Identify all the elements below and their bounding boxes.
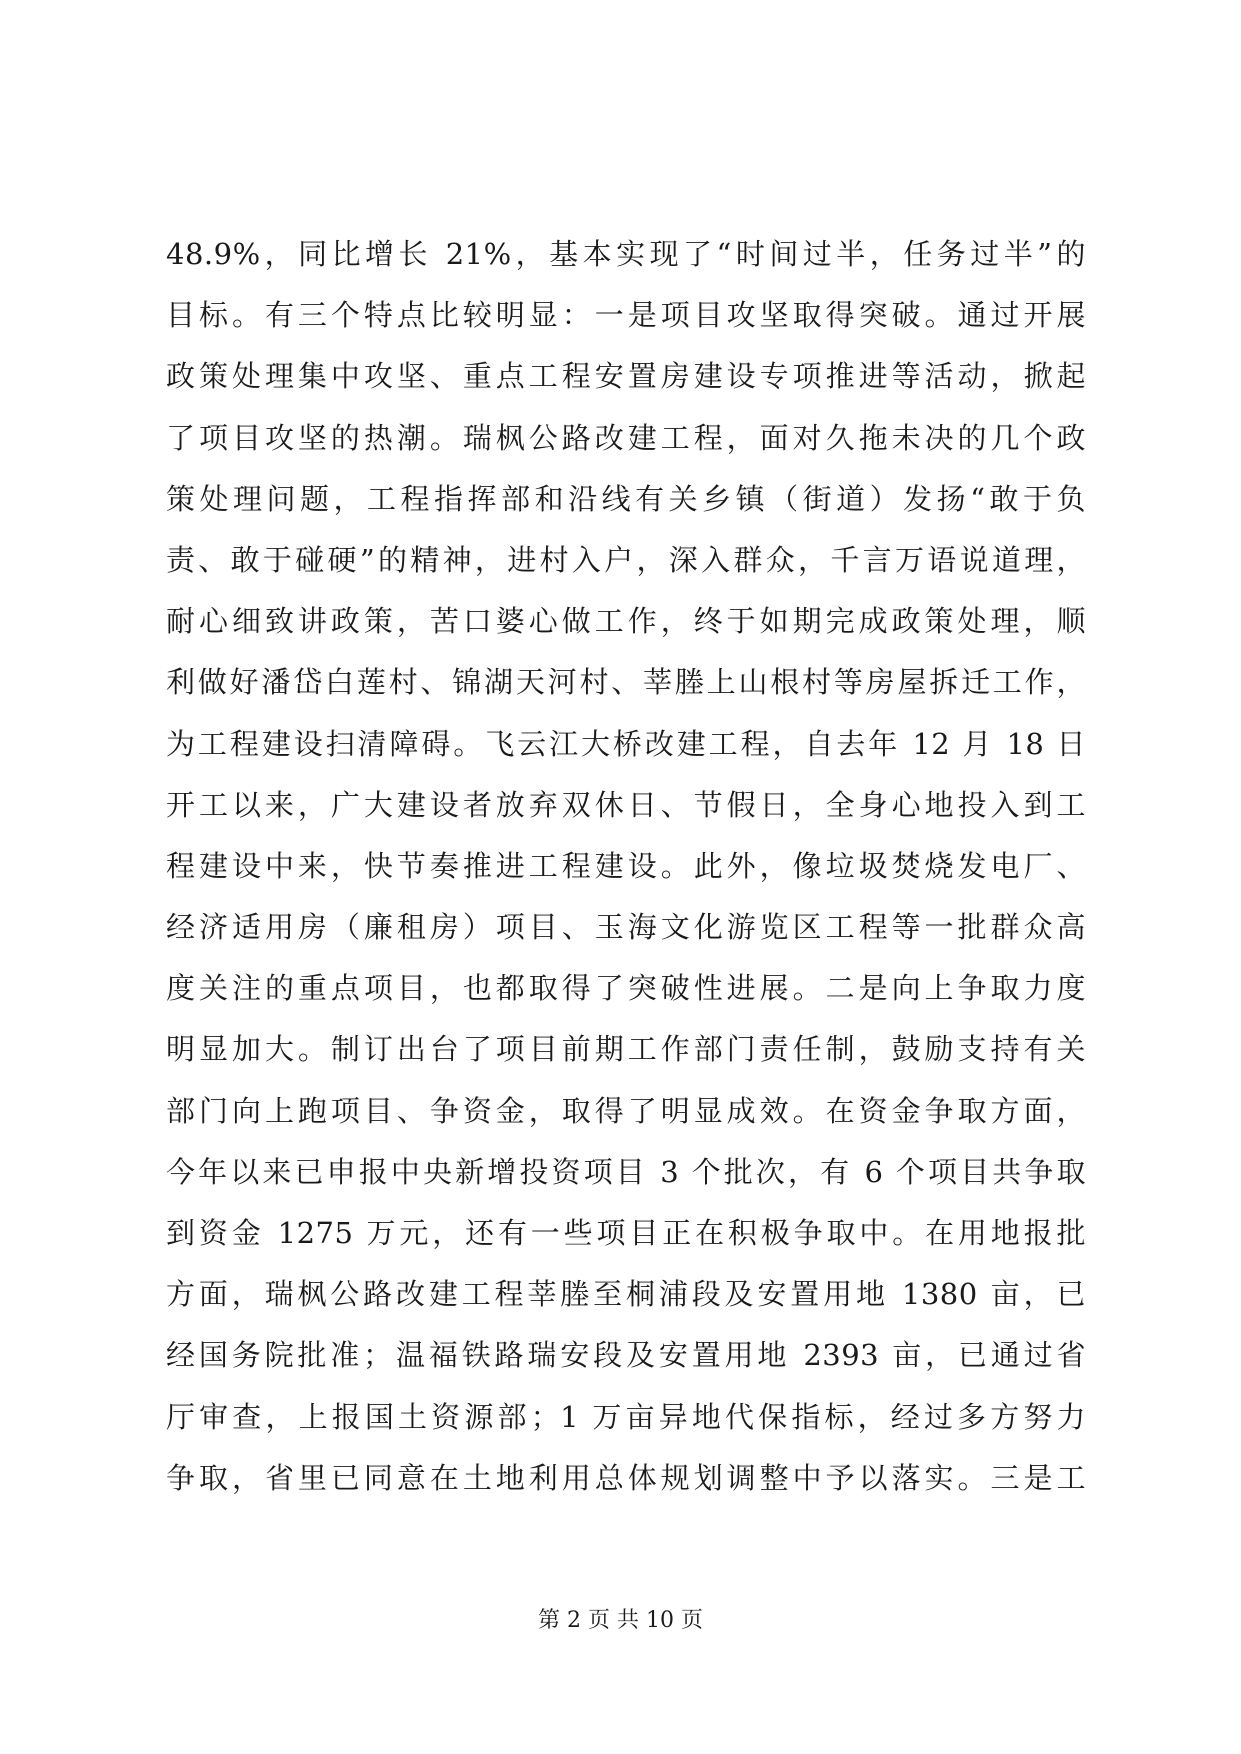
text-line: 明显加大。制订出台了项目前期工作部门责任制，鼓励支持有关: [166, 1032, 1086, 1067]
text-line: 经国务院批准；温福铁路瑞安段及安置用地 2393 亩，已通过省: [166, 1338, 1086, 1373]
text-line: 了项目攻坚的热潮。瑞枫公路改建工程，面对久拖未决的几个政: [166, 420, 1086, 455]
text-line: 策处理问题，工程指挥部和沿线有关乡镇（街道）发扬“敢于负: [166, 481, 1086, 516]
text-line: 争取，省里已同意在土地利用总体规划调整中予以落实。三是工: [166, 1460, 1086, 1495]
text-line: 部门向上跑项目、争资金，取得了明显成效。在资金争取方面，: [166, 1093, 1086, 1128]
text-line: 目标。有三个特点比较明显：一是项目攻坚取得突破。通过开展: [166, 298, 1086, 333]
text-line: 到资金 1275 万元，还有一些项目正在积极争取中。在用地报批: [166, 1216, 1086, 1250]
text-line: 耐心细致讲政策，苦口婆心做工作，终于如期完成政策处理，顺: [166, 604, 1086, 639]
text-line: 方面，瑞枫公路改建工程莘塍至桐浦段及安置用地 1380 亩，已: [166, 1277, 1086, 1312]
page-number-footer: 第 2 页 共 10 页: [538, 1608, 703, 1633]
text-line: 程建设中来，快节奏推进工程建设。此外，像垃圾焚烧发电厂、: [166, 848, 1086, 883]
body-text: [166, 224, 1086, 1509]
text-line: 48.9%，同比增长 21%，基本实现了“时间过半，任务过半”的: [166, 237, 1086, 271]
text-line: 为工程建设扫清障碍。飞云江大桥改建工程，自去年 12 月 18 日: [166, 726, 1086, 761]
text-line: 今年以来已申报中央新增投资项目 3 个批次，有 6 个项目共争取: [166, 1154, 1086, 1189]
text-line: 经济适用房（廉租房）项目、玉海文化游览区工程等一批群众高: [166, 910, 1086, 945]
text-line: 政策处理集中攻坚、重点工程安置房建设专项推进等活动，掀起: [166, 359, 1086, 394]
text-line: 厅审查，上报国土资源部；1 万亩异地代保指标，经过多方努力: [166, 1399, 1086, 1434]
text-line: 度关注的重点项目，也都取得了突破性进展。二是向上争取力度: [166, 971, 1086, 1006]
text-line: 利做好潘岱白莲村、锦湖天河村、莘塍上山根村等房屋拆迁工作，: [166, 665, 1086, 700]
text-line: 开工以来，广大建设者放弃双休日、节假日，全身心地投入到工: [166, 787, 1086, 822]
text-line: 责、敢于碰硬”的精神，进村入户，深入群众，千言万语说道理，: [166, 542, 1086, 577]
